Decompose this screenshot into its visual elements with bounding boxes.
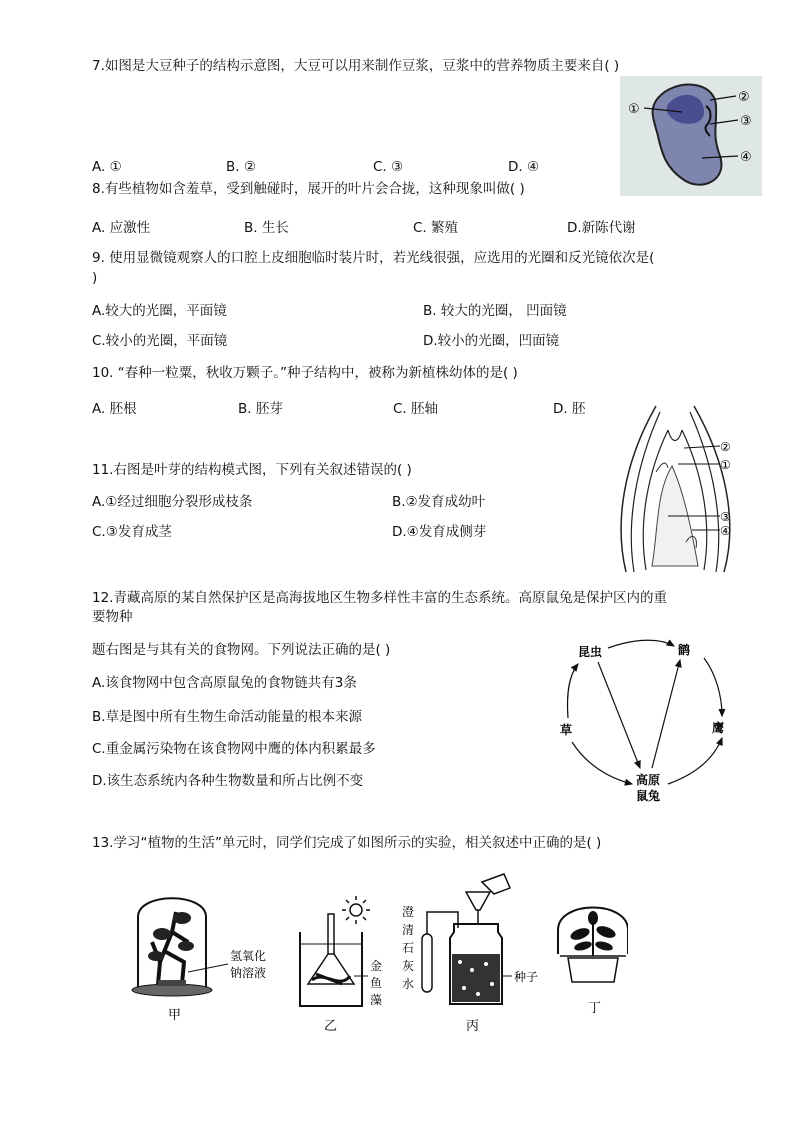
q12-stem-line2: 要物种 <box>92 609 133 625</box>
seed-label-4: ④ <box>740 150 752 165</box>
q9-option-d: D.较小的光圈，凹面镜 <box>423 333 560 349</box>
q11-stem: 11.右图是叶芽的结构模式图，下列有关叙述错误的( ) <box>92 462 412 478</box>
label-jia: 甲 <box>168 1008 182 1023</box>
web-node-pika-1: 高原 <box>636 773 661 787</box>
q12-option-c: C.重金属污染物在该食物网中鹰的体内积累最多 <box>92 741 376 757</box>
label-yi: 乙 <box>324 1019 338 1032</box>
q9-option-b: B. 较大的光圈， 凹面镜 <box>423 303 567 319</box>
bud-label-4: ④ <box>720 524 731 538</box>
q10-option-d: D. 胚 <box>553 401 586 417</box>
lime-label-4: 灰 <box>402 959 415 973</box>
q12-option-b: B.草是图中所有生物生命活动能量的根本来源 <box>92 709 363 725</box>
q10-option-b: B. 胚芽 <box>238 401 283 417</box>
seed-label: 种子 <box>514 970 539 984</box>
q7-option-d: D. ④ <box>508 159 540 175</box>
fish-label-3: 藻 <box>370 993 383 1007</box>
q12-stem-line1: 12.青藏高原的某自然保护区是高海拔地区生物多样性丰富的生态系统。高原鼠兔是保护区内的重 <box>92 590 667 606</box>
q12-option-d: D.该生态系统内各种生物数量和所占比例不变 <box>92 773 364 789</box>
q7-option-a: A. ① <box>92 159 122 175</box>
q8-option-a: A. 应激性 <box>92 220 151 236</box>
q10-option-a: A. 胚根 <box>92 401 137 417</box>
naoh-label-1: 氢氧化 <box>230 949 267 963</box>
fish-label-1: 金 <box>370 959 383 973</box>
seed-label-3: ③ <box>740 114 752 129</box>
web-node-bird: 鹠 <box>678 643 691 657</box>
web-node-pika-2: 鼠兔 <box>636 789 661 803</box>
food-web-figure <box>556 634 736 806</box>
web-node-grass: 草 <box>560 723 573 737</box>
arrow-insect-bird <box>608 640 674 648</box>
plant-experiments-figure <box>128 872 628 1032</box>
label-bing: 丙 <box>466 1019 480 1032</box>
arrow-pika-eagle <box>668 738 722 784</box>
q8-option-c: C. 繁殖 <box>413 220 459 236</box>
web-node-eagle: 鹰 <box>712 721 725 735</box>
seed-label-2: ② <box>738 90 750 105</box>
lime-label-1: 澄 <box>402 905 415 919</box>
q8-stem: 8.有些植物如含羞草，受到触碰时，展开的叶片会合拢，这种现象叫做( ) <box>92 181 525 197</box>
bud-label-2: ② <box>720 440 731 454</box>
naoh-label-2: 钠溶液 <box>230 966 267 980</box>
lime-label-5: 水 <box>402 977 415 991</box>
soybean-seed-figure <box>620 76 762 196</box>
web-node-insect: 昆虫 <box>578 645 603 659</box>
arrow-insect-pika <box>598 662 640 768</box>
q13-stem: 13.学习“植物的生活”单元时，同学们完成了如图所示的实验，相关叙述中正确的是( ) <box>92 835 602 851</box>
experiment-ding <box>558 908 628 1017</box>
experiment-bing <box>402 874 538 1032</box>
q8-option-b: B. 生长 <box>244 220 289 236</box>
arrow-bird-eagle <box>704 658 722 716</box>
q9-option-c: C.较小的光圈，平面镜 <box>92 333 228 349</box>
seed-label-1: ① <box>628 102 640 117</box>
leaf-bud-figure <box>612 402 746 574</box>
bud-label-3: ③ <box>720 510 731 524</box>
fish-label-2: 鱼 <box>370 976 383 990</box>
q7-option-b: B. ② <box>226 159 256 175</box>
q11-option-d: D.④发育成侧芽 <box>392 524 487 540</box>
arrow-pika-bird <box>652 660 680 768</box>
q8-option-d: D.新陈代谢 <box>567 220 636 236</box>
label-ding: 丁 <box>588 1001 602 1016</box>
q12-stem-line3: 题右图是与其有关的食物网。下列说法正确的是( ) <box>92 642 391 658</box>
experiment-jia <box>132 898 266 1023</box>
q9-stem-cont: ) <box>92 270 98 286</box>
q10-option-c: C. 胚轴 <box>393 401 439 417</box>
bud-label-1: ① <box>720 458 731 472</box>
q9-option-a: A.较大的光圈，平面镜 <box>92 303 227 319</box>
q11-option-c: C.③发育成茎 <box>92 524 172 540</box>
arrow-grass-insect <box>567 664 578 718</box>
lime-label-3: 石 <box>402 941 415 955</box>
experiment-yi <box>300 896 382 1032</box>
lime-label-2: 清 <box>402 923 415 937</box>
q10-stem: 10. “春种一粒粟，秋收万颗子。”种子结构中，被称为新植株幼体的是( ) <box>92 365 518 381</box>
q12-option-a: A.该食物网中包含高原鼠兔的食物链共有3条 <box>92 675 357 691</box>
q11-option-b: B.②发育成幼叶 <box>392 494 486 510</box>
q7-stem: 7.如图是大豆种子的结构示意图，大豆可以用来制作豆浆，豆浆中的营养物质主要来自( ) <box>92 58 620 74</box>
q9-stem: 9. 使用显微镜观察人的口腔上皮细胞临时装片时，若光线很强，应选用的光圈和反光镜依次是( <box>92 250 655 266</box>
q11-option-a: A.①经过细胞分裂形成枝条 <box>92 494 253 510</box>
q7-option-c: C. ③ <box>373 159 404 175</box>
arrow-grass-pika <box>572 742 632 784</box>
